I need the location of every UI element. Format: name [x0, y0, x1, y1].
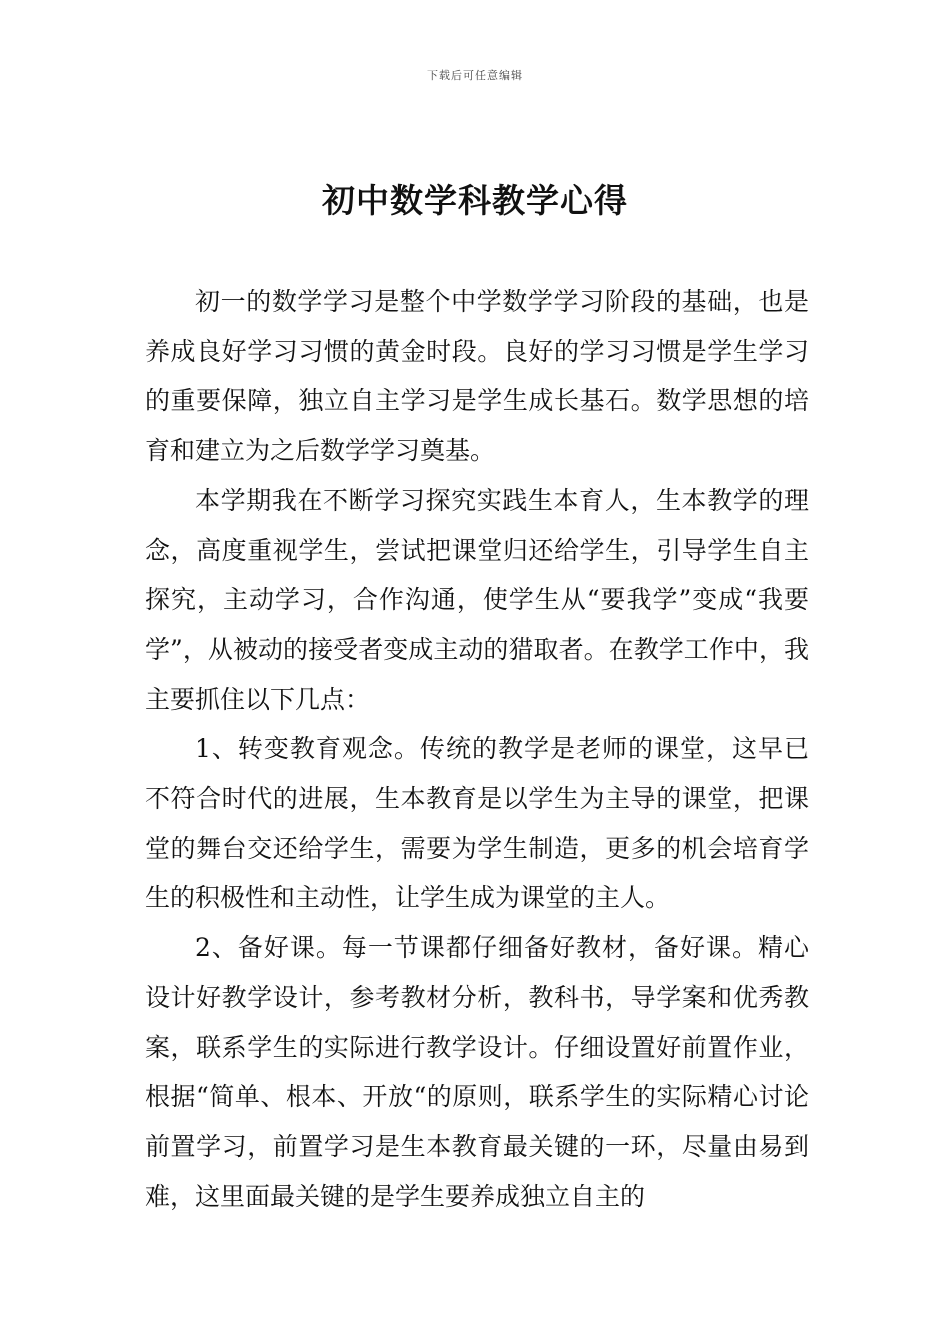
paragraph-point-2: 2、备好课。每一节课都仔细备好教材，备好课。精心设计好教学设计，参考教材分析，教科书，导学案和优秀教案，联系学生的实际进行教学设计。仔细设置好前置作业，根据“简单、根本、开放“的原则，联系学生的实际精心讨论前置学习，前置学习是生本教育最关键的一环，尽量由易到难，这里面最关键的是学生要养成独立自主的	[145, 933, 809, 1211]
document-title: 初中数学科教学心得	[322, 181, 628, 220]
paragraph-point-1: 1、转变教育观念。传统的教学是老师的课堂，这早已不符合时代的进展，生本教育是以学生为主导的课堂，把课堂的舞台交还给学生，需要为学生制造，更多的机会培育学生的积极性和主动性，让学生成为课堂的主人。	[145, 734, 809, 913]
paragraph-semester: 本学期我在不断学习探究实践生本育人，生本教学的理念，高度重视学生，尝试把课堂归还给学生，引导学生自主探究，主动学习，合作沟通，使学生从“要我学”变成“我要学”，从被动的接受者变成主动的猎取者。在教学工作中，我主要抓住以下几点：	[145, 485, 809, 714]
paragraph-intro: 初一的数学学习是整个中学数学学习阶段的基础，也是养成良好学习习惯的黄金时段。良好的学习习惯是学生学习的重要保障，独立自主学习是学生成长基石。数学思想的培育和建立为之后数学学习奠基。	[145, 287, 809, 466]
header-note: 下载后可任意编辑	[427, 69, 523, 82]
document-body	[145, 277, 809, 1221]
